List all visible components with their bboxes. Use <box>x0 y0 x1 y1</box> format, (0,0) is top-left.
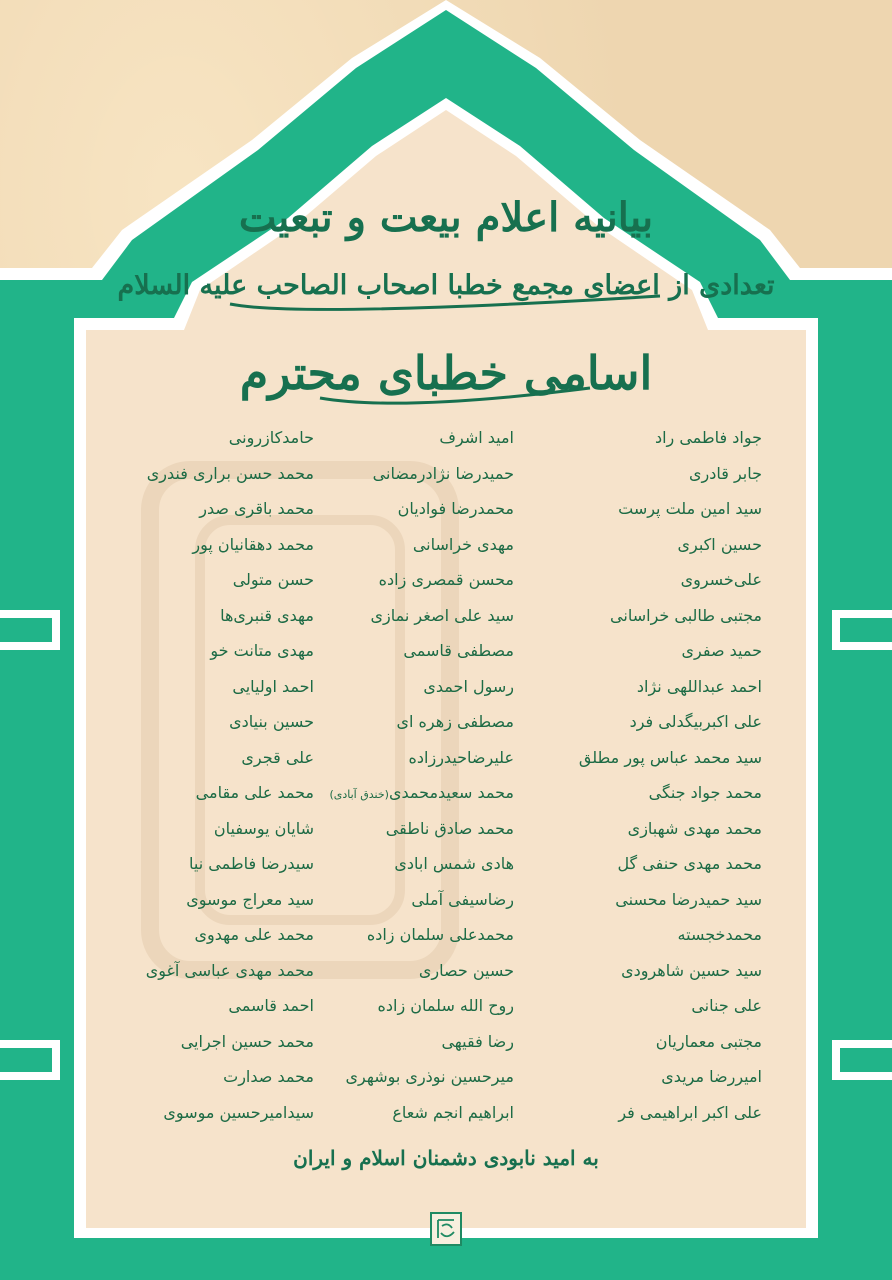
list-item: هادی شمس ابادی <box>394 854 514 873</box>
list-item: مهدی خراسانی <box>412 534 514 554</box>
list-item-name: محمد سعیدمحمدی <box>388 783 514 802</box>
list-item: حامدکازرونی <box>228 428 314 447</box>
list-item: سید محمد عباس پور مطلق <box>578 747 762 767</box>
list-item: حسن متولی <box>232 570 314 589</box>
list-item: علی اکبربیگدلی فرد <box>629 712 762 731</box>
list-item: مصطفی قاسمی <box>403 641 514 660</box>
list-item: رسول احمدی <box>423 676 514 696</box>
list-item: محمد صدارت <box>223 1067 314 1086</box>
list-item: سید حسین شاهرودی <box>621 960 762 980</box>
list-item: حسین بنیادی <box>229 712 314 731</box>
list-item: ابراهیم انجم شعاع <box>392 1102 514 1122</box>
list-item: محمد مهدی شهبازی <box>627 818 762 838</box>
list-item: حمیدرضا نژادرمضانی <box>372 463 514 483</box>
list-item: مجتبی طالبی خراسانی <box>610 605 762 625</box>
list-item: محمد مهدی حنفی گل <box>617 854 762 873</box>
list-item: محمدرضا فوادیان <box>397 499 514 518</box>
list-item: مهدی قنبری‌ها <box>220 605 314 625</box>
list-item: جابر قادری <box>688 463 762 483</box>
statement-title: بیانیه اعلام بیعت و تبعیت <box>238 194 654 241</box>
list-item: محسن قمصری زاده <box>378 570 514 589</box>
list-item <box>314 775 514 811</box>
closing-slogan: به امید نابودی دشمنان اسلام و ایران <box>293 1146 599 1170</box>
list-item: محمدعلی سلمان زاده <box>366 925 514 944</box>
list-item: محمد جواد جنگی <box>648 783 762 802</box>
calligraphy-logo <box>430 1212 462 1246</box>
list-item: علیرضاحیدرزاده <box>408 747 514 767</box>
list-item: محمد علی مهدوی <box>194 925 314 944</box>
list-item: علی جنانی <box>691 996 762 1015</box>
list-item: جواد فاطمی راد <box>654 428 762 447</box>
list-item: سید امین ملت پرست <box>618 499 762 518</box>
names-column-right <box>562 420 762 1130</box>
list-item: علی قجری <box>241 747 314 767</box>
list-item: علی‌خسروی <box>680 570 762 589</box>
list-item-note: (خندق آبادی) <box>329 788 389 801</box>
list-item: مهدی متانت خو <box>210 641 314 660</box>
names-column-middle <box>314 420 514 1130</box>
list-heading: اسامی خطبای محترم <box>239 346 653 400</box>
list-item: حسین اکبری <box>677 534 762 554</box>
list-item: مجتبی معماریان <box>655 1031 762 1051</box>
list-item: محمد حسن براری فندری <box>146 463 314 483</box>
list-item: شایان یوسفیان <box>213 818 314 838</box>
list-item: محمد دهقانیان پور <box>192 534 314 554</box>
list-item: حسین حصاری <box>418 960 514 980</box>
list-item: امیررضا مریدی <box>661 1067 762 1086</box>
list-item: رضاسیفی آملی <box>411 889 514 909</box>
list-item: احمد اولیایی <box>232 676 314 696</box>
list-item: میرحسین نوذری بوشهری <box>345 1067 514 1086</box>
list-item: سید معراج موسوی <box>186 889 314 909</box>
logo-glyph-icon <box>432 1214 460 1244</box>
list-item: محمد باقری صدر <box>199 499 314 518</box>
list-item: محمد صادق ناطقی <box>385 818 514 838</box>
list-item: محمد علی مقامی <box>195 783 314 802</box>
statement-subtitle: تعدادی از اعضای مجمع خطبا اصحاب الصاحب علیه السلام <box>117 270 775 301</box>
list-item: امید اشرف <box>439 428 514 447</box>
names-column-left <box>114 420 314 1130</box>
list-item: سید علی اصغر نمازی <box>370 605 514 625</box>
list-item: روح الله سلمان زاده <box>377 996 514 1015</box>
list-item: حمید صفری <box>681 641 762 660</box>
list-item: محمد حسین اجرایی <box>180 1031 314 1051</box>
list-item: سیدرضا فاطمی نیا <box>189 854 314 873</box>
list-item: سید حمیدرضا محسنی <box>615 889 762 909</box>
list-item: احمد قاسمی <box>228 996 314 1015</box>
list-item: رضا فقیهی <box>441 1031 514 1051</box>
list-item: مصطفی زهره ای <box>396 712 514 731</box>
list-item: احمد عبداللهی نژاد <box>636 676 762 696</box>
list-item: محمدخجسته <box>677 925 762 944</box>
list-item: سیدامیرحسین موسوی <box>163 1102 314 1122</box>
list-item: علی اکبر ابراهیمی فر <box>618 1102 762 1122</box>
list-item: محمد مهدی عباسی آغوی <box>145 960 314 980</box>
